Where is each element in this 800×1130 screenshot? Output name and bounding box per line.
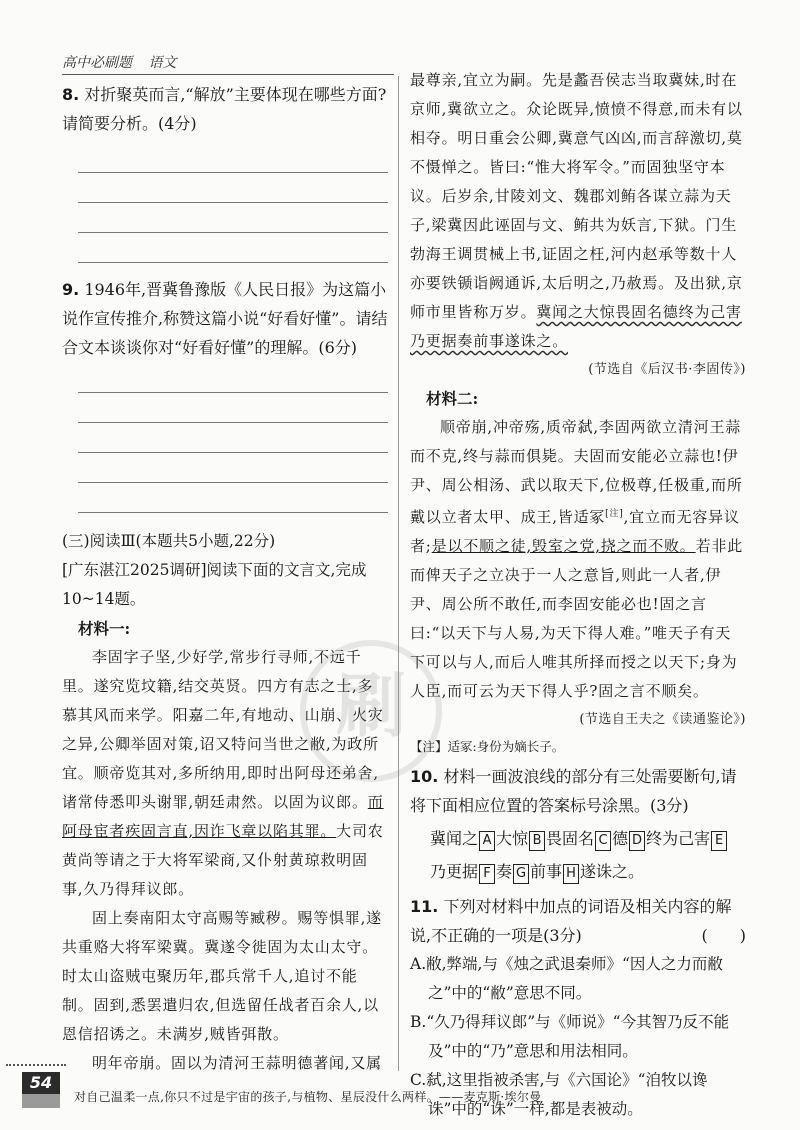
m2-text-a: 顺帝崩,冲帝殇,质帝弑,李固两欲立清河王蒜而不克,终与蒜而俱毙。夫固而安能必立蒜也!伊尹、周公相汤、武以取天下,位极尊,任极重,而所戴以立者太甲、成王,皆适冢: [410, 418, 743, 526]
q11-option-b[interactable]: B.“久乃得拜议郎”与《师说》“今其智乃反不能及”中的“乃”意思和用法相同。: [410, 1013, 730, 1060]
question-9-number: 9.: [62, 280, 80, 299]
q10-seg: 大惊: [496, 829, 529, 848]
header-rule: [62, 74, 394, 75]
q10-seg: 乃更据: [430, 862, 479, 881]
footnote: 【注】适冢:身份为嫡长子。: [410, 739, 565, 754]
q10-option-box[interactable]: A: [479, 831, 495, 851]
q10-answer-row-2: [410, 857, 746, 886]
q10-seg: 德: [612, 829, 629, 848]
column-divider: [398, 76, 399, 1071]
m1-wavy-sentence: 冀闻之大惊畏固名德终为己害乃更据奏前事遂诛之。: [410, 303, 742, 350]
answer-paren[interactable]: ( ): [701, 926, 746, 945]
footer-quote: 对自己温柔一点,你只不过是宇宙的孩子,与植物、星辰没什么两样。——麦克斯·埃尔曼: [74, 1090, 542, 1104]
q10-seg: 奏: [496, 862, 513, 881]
question-8-text: 对折聚英而言,“解放”主要体现在哪些方面?请简要分析。(4分): [62, 85, 387, 133]
q11-option-a[interactable]: A.敝,弊端,与《烛之武退秦师》“因人之力而敝之”中的“敝”意思不同。: [410, 955, 723, 1002]
q10-answer-row-1: [410, 824, 746, 853]
answer-line[interactable]: [78, 452, 388, 453]
q10-option-box[interactable]: B: [529, 831, 545, 851]
material-1-label: 材料一:: [78, 619, 131, 638]
q11-option-c[interactable]: C.弑,这里指被杀害,与《六国论》“洎牧以谗诛”中的“诛”一样,都是表被动。: [410, 1071, 708, 1118]
answer-line[interactable]: [78, 482, 388, 483]
q10-option-box[interactable]: H: [563, 864, 579, 884]
right-column: [410, 66, 746, 1124]
q10-option-box[interactable]: D: [629, 831, 645, 851]
note-mark: [注]: [605, 509, 624, 519]
left-column: [62, 80, 388, 1078]
watermark-seal: 刷: [300, 640, 442, 782]
question-11-text: 下列对材料中加点的词语及相关内容的解说,不正确的一项是(3分): [410, 897, 732, 945]
q10-option-box[interactable]: C: [595, 831, 611, 851]
q10-seg: 畏固名: [546, 829, 595, 848]
q10-seg: 前事: [530, 862, 563, 881]
m1-p1-text-c: 大司农黄尚等请之于大将军梁商,又仆射黄琼救明固事,久乃得拜议郎。: [62, 822, 384, 898]
q10-option-box[interactable]: E: [711, 831, 727, 851]
running-header: [62, 52, 176, 72]
material-1-source: (节选自《后汉书·李固传》): [588, 362, 746, 377]
m2-text-b: ,宜立而无容异议者;: [410, 508, 740, 555]
section-3-intro: [广东湛江2025调研]阅读下面的文言文,完成10~14题。: [62, 561, 367, 608]
page-number: 54: [22, 1072, 60, 1094]
question-11-number: 11.: [410, 897, 439, 916]
question-10-number: 10.: [410, 767, 439, 786]
q10-option-box[interactable]: F: [479, 864, 495, 884]
question-11: [410, 892, 746, 950]
question-9-text: 1946年,晋冀鲁豫版《人民日报》为这篇小说作宣传推介,称赞这篇小说“好看好懂”。请结合文本谈谈你对“好看好懂”的理解。(6分): [62, 280, 388, 357]
question-10: [410, 762, 746, 820]
question-10-text: 材料一画波浪线的部分有三处需要断句,请将下面相应位置的答案标号涂黑。(3分): [410, 767, 737, 815]
q10-seg: 冀闻之: [430, 829, 479, 848]
q10-option-box[interactable]: G: [513, 864, 529, 884]
question-9: [62, 275, 388, 362]
question-8: [62, 80, 388, 138]
material-2-label: 材料二:: [426, 389, 479, 408]
m2-underlined: 是以不顺之徒,毁室之党,挠之而不败。: [431, 537, 696, 555]
subject-title: 语文: [148, 55, 177, 71]
material-1-paragraph-2: 固上奏南阳太守高赐等臧秽。赐等惧罪,遂共重赂大将军梁冀。冀遂令徙固为太山太守。时太山盗贼屯聚历年,郡兵常千人,追讨不能制。固到,悉罢遣归农,但选留任战者百余人,以恩信招诱之。未满岁,贼皆弭散。: [62, 909, 382, 1043]
question-8-number: 8.: [62, 85, 80, 104]
answer-lines-8: [62, 172, 388, 263]
material-2-source: (节选自王夫之《读通鉴论》): [579, 712, 746, 727]
m2-text-c: 若非此而俾天子之立决于一人之意旨,则此一人者,伊尹、周公所不敢任,而李固安能必也!固之言曰:“以天下与人易,为天下得人难。”唯天子有天下可以与人,而后人唯其所择而授之以天下;身为人臣,而可云为天下得人乎?固之言不顺矣。: [410, 537, 744, 700]
answer-line[interactable]: [78, 512, 388, 513]
material-1-paragraph-3-cont: [410, 66, 746, 356]
section-3-title: (三)阅读Ⅲ(本题共5小题,22分): [62, 532, 276, 550]
material-1-paragraph-3-start: 明年帝崩。固以为清河王蒜明德著闻,又属: [92, 1054, 382, 1072]
material-2-paragraph: [410, 413, 746, 706]
answer-line[interactable]: [78, 262, 388, 263]
page-number-decor: [22, 1094, 60, 1108]
answer-line[interactable]: [78, 172, 388, 173]
m1-p1-underlined: 而阿母宦者疾固言直,因诈飞章以陷其罪。: [62, 793, 384, 840]
answer-line[interactable]: [78, 232, 388, 233]
answer-lines-9: [62, 392, 388, 513]
m1-p1-text-a: 李固字子坚,少好学,常步行寻师,不远千里。遂究览坟籍,结交英贤。四方有志之士,多慕其风而来学。阳嘉二年,有地动、山崩、火灾之异,公卿举固对策,诏又特问当世之敝,为政所宜。顺帝览其对,多所纳用,即时出阿母还弟舍,诸常侍悉叩头谢罪,朝廷肃然。以固为议郎。: [62, 648, 384, 811]
m1-p3-text: 最尊亲,宜立为嗣。先是蠡吾侯志当取冀妹,时在京师,冀欲立之。众论既异,愤愤不得意,而未有以相夺。明日重会公卿,冀意气凶凶,而言辞激切,莫不慑惮之。皆曰:“惟大将军令。”而固独坚守本议。后岁余,甘陵刘文、魏郡刘鲔各谋立蒜为天子,梁冀因此诬固与文、鲔共为妖言,下狱。门生勃海王调贯械上书,证固之枉,河内赵承等数十人亦要铁锧诣阙通诉,太后明之,乃赦焉。及出狱,京师市里皆称万岁。: [410, 71, 743, 321]
answer-line[interactable]: [78, 422, 388, 423]
answer-line[interactable]: [78, 392, 388, 393]
q10-seg: 遂诛之。: [580, 862, 645, 881]
q10-seg: 终为己害: [646, 829, 711, 848]
page-number-dots: [6, 1064, 66, 1068]
book-title: 高中必刷题: [62, 55, 132, 71]
answer-line[interactable]: [78, 202, 388, 203]
